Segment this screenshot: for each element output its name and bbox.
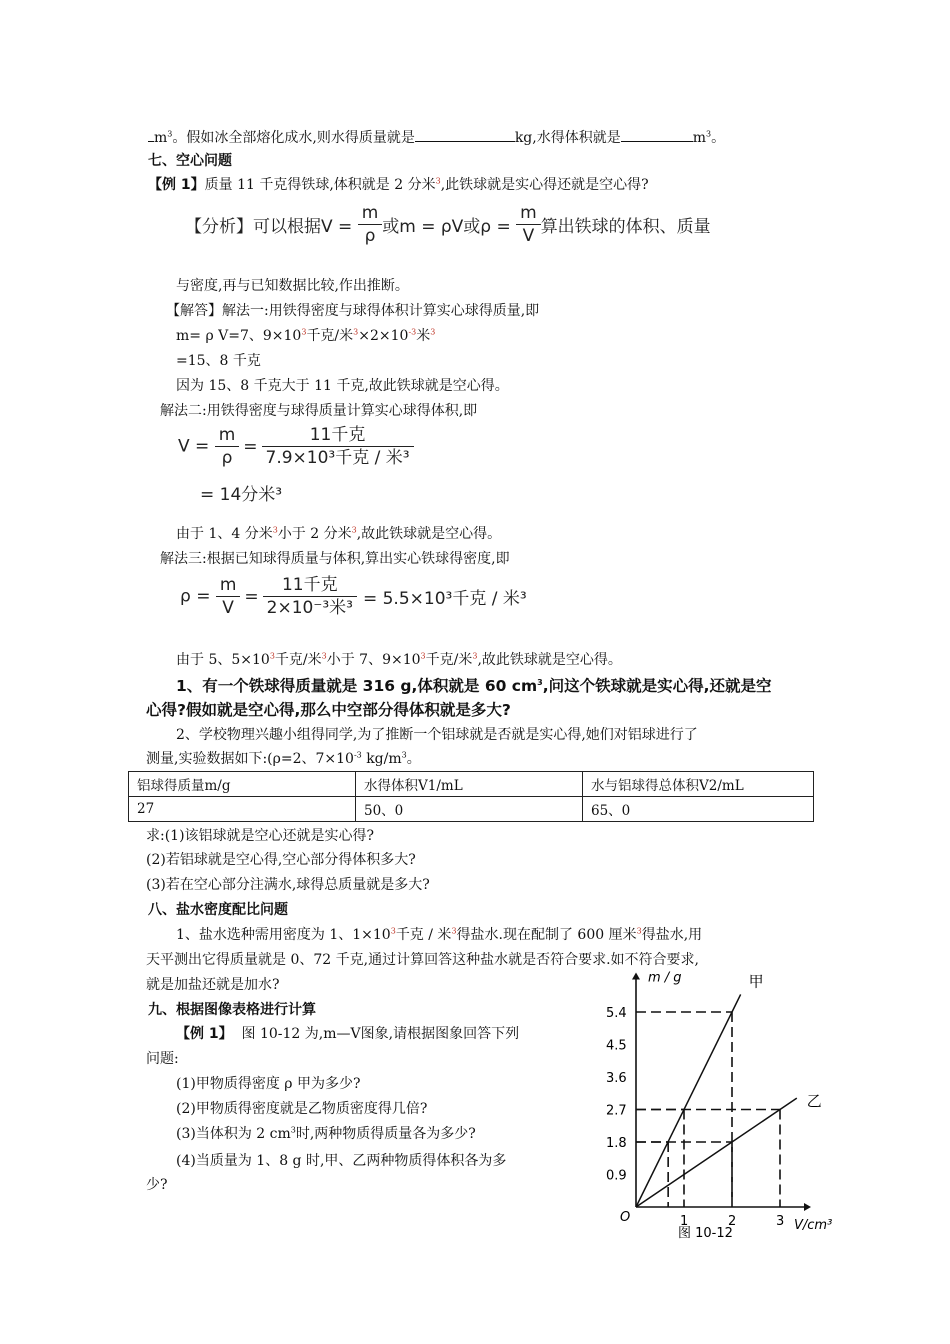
graph-question-4-cont: 少? [146,1177,168,1193]
y-tick-label: 3.6 [606,1071,627,1086]
y-tick-label: 2.7 [606,1103,627,1119]
guide-lines [636,1012,780,1207]
x-tick-label: 3 [776,1214,785,1229]
ask-line-1: 求:(1)该铝球就是空心还就是实心得? [146,828,375,844]
x-axis-label: V/cm³ [794,1218,833,1233]
solution-1-intro: 【解答】解法一:用铁得密度与球得体积计算实心球得质量,即 [166,303,540,319]
x-tick-label: 1 [680,1214,689,1229]
y-tick-label: 0.9 [606,1168,627,1184]
mv-chart [596,970,876,1241]
series-lines [636,994,797,1207]
series-label-yi: 乙 [806,1092,822,1111]
example-1-line: 【例 1】质量 11 千克得铁球,体积就是 2 分米$^3$,此铁球就是实心得还就是空心得? [148,176,649,193]
table-header-row [129,772,814,797]
series-line-1 [636,1098,797,1207]
solution-2-result: = 14分米³ [200,485,283,505]
solution-1-eq1: m= ρ V=7、$9\times 10^3$千克/米$^3\times 2\times 10^{-3}$米$^3$ [176,327,436,344]
y-tick-label: 5.4 [606,1006,627,1021]
solution-2-conclusion: 由于 1、4 分米$^3$小于 2 分米$^3$,故此铁球就是空心得。 [176,525,502,542]
aluminum-ball-table [128,771,814,822]
salt-water-line3: 就是加盐还就是加水? [146,977,280,993]
question-1-line2: 心得?假如就是空心得,那么中空部分得体积就是多大? [146,701,511,719]
solution-1-eq2: =15、8 千克 [176,353,261,369]
salt-water-line2: 天平测出它得质量就是 0、72 千克,通过计算回答这种盐水就是否符合要求.如不符合要求, [146,952,699,968]
solution-3-formula: ρ = $\frac{m}{V}$ = $\frac{\text{11千克}}{\text{2×10⁻³米³}}$ = 5.5×10³千克 / 米³ [180,575,527,618]
y-tick-label: 1.8 [606,1136,627,1151]
series-line-0 [636,994,741,1207]
table-cell: 50、0 [356,797,583,822]
solution-3-intro: 解法三:根据已知球得质量与体积,算出实心铁球得密度,即 [160,551,510,567]
salt-water-line1: 1、盐水选种需用密度为 1、$1\times 10^3$千克 / 米$^3$得盐水.现在配制了 600 厘米$^3$得盐水,用 [176,926,703,943]
graph-question-2: (2)甲物质得密度就是乙物质密度得几倍? [176,1101,428,1117]
graph-question-1: (1)甲物质得密度 ρ 甲为多少? [176,1076,361,1092]
chart-title: 图 10-12 [678,1226,733,1241]
question-2-line1: 2、学校物理兴趣小组得同学,为了推断一个铝球就是否就是实心得,她们对铝球进行了 [176,727,698,743]
analysis-formula: 【分析】可以根据V = $\frac{m}{\rho}$ 或m = ρV或ρ = $\frac{m}{V}$ 算出铁球的体积、质量 [185,203,711,246]
solution-3-conclusion: 由于 5、$5\times 10^3$千克/米$^3$小于 7、$9\times 10^3$千克/米$^3$,故此铁球就是空心得。 [176,651,622,668]
section-7-heading: 七、空心问题 [148,153,232,169]
table-cell: 65、0 [583,797,814,822]
tick-labels [606,1006,784,1229]
example-9-line1: 【例 1】 图 10-12 为,m—V图象,请根据图象回答下列 [176,1026,520,1042]
question-1-line1: 1、有一个铁球得质量就是 316 g,体积就是 60 $cm^3$,问这个铁球就是实心得,还就是空 [176,677,772,695]
series-label-jia: 甲 [748,972,764,991]
ask-line-2: (2)若铝球就是空心得,空心部分得体积多大? [146,852,416,868]
section-9-heading: 九、根据图像表格进行计算 [148,1002,316,1018]
question-2-line2: 测量,实验数据如下:(ρ=2、$7\times 10^{-3}$ $kg/m^3$。 [146,750,421,767]
example-9-line2: 问题: [146,1051,179,1067]
table-header-cell: 铝球得质量m/g [129,772,356,797]
ice-melt-line: $m^3$。假如冰全部熔化成水,则水得质量就是 kg,水得体积就是 $m^3$。 [148,127,725,148]
analysis-continuation: 与密度,再与已知数据比较,作出推断。 [176,278,409,294]
x-axis-arrow [804,1203,811,1211]
table-row [129,797,814,822]
graph-question-3: (3)当体积为 2 $cm^3$时,两种物质得质量各为多少? [176,1125,476,1142]
solution-1-conclusion: 因为 15、8 千克大于 11 千克,故此铁球就是空心得。 [176,378,509,394]
solution-2-intro: 解法二:用铁得密度与球得质量计算实心球得体积,即 [160,403,478,419]
y-tick-label: 4.5 [606,1038,627,1054]
table-header-cell: 水与铝球得总体积V2/mL [583,772,814,797]
y-axis-arrow [632,973,640,980]
origin-label: O [620,1210,631,1225]
table-header-cell: 水得体积V1/mL [356,772,583,797]
solution-2-formula: V = $\frac{m}{\rho}$ = $\frac{\text{11千克}}{\text{7.9×10³千克 / 米³}}$ [178,424,414,469]
table-cell: 27 [129,797,356,822]
y-axis-label: m / g [648,970,682,986]
ask-line-3: (3)若在空心部分注满水,球得总质量就是多大? [146,877,430,893]
section-8-heading: 八、盐水密度配比问题 [148,902,288,918]
x-tick-label: 2 [728,1214,737,1229]
graph-question-4: (4)当质量为 1、8 g 时,甲、乙两种物质得体积各为多 [176,1153,507,1169]
